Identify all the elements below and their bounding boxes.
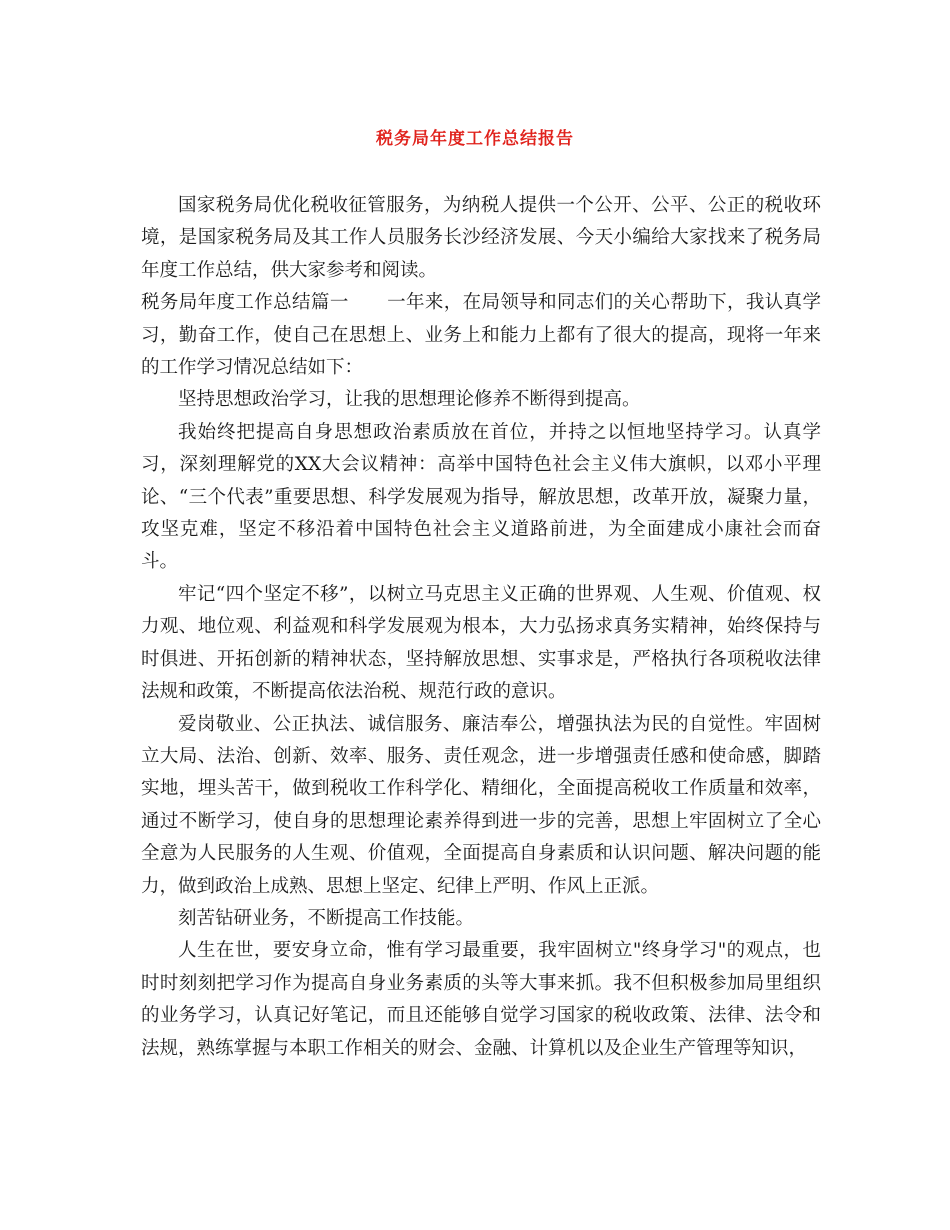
body-paragraph: 刻苦钻研业务，不断提高工作技能。 (178, 907, 475, 929)
body-paragraph: 牢记“四个坚定不移”，以树立马克思主义正确的世界观、人生观、价值观、权力观、地位观、利益观和科学发展观为根本，大力弘扬求真务实精神，始终保持与时俱进、开拓创新的精神状态，坚持解放思想、实事求是，严格执行各项税收法律法规和政策，不断提高依法治税、规范行政的意识。 (141, 583, 821, 703)
section-one-paragraph (141, 287, 821, 384)
section-heading: 税务局年度工作总结篇一 (141, 292, 349, 314)
body-paragraph: 我始终把提高自身思想政治素质放在首位，并持之以恒地坚持学习。认真学习，深刻理解党的XX大会议精神：高举中国特色社会主义伟大旗帜，以邓小平理论、“三个代表”重要思想、科学发展观为指导，解放思想，改革开放，凝聚力量，攻坚克难，坚定不移沿着中国特色社会主义道路前进，为全面建成小康社会而奋斗。 (141, 421, 821, 573)
document-title: 税务局年度工作总结报告 (376, 129, 574, 149)
section-opening-text: 一年来，在局领导和同志们的关心帮助下，我认真学习，勤奋工作，使自己在思想上、业务上和能力上都有了很大的提高，现将一年来的工作学习情况总结如下： (141, 292, 821, 379)
intro-paragraph: 国家税务局优化税收征管服务，为纳税人提供一个公开、公平、公正的税收环境，是国家税务局及其工作人员服务长沙经济发展、今天小编给大家找来了税务局年度工作总结，供大家参考和阅读。 (141, 195, 821, 281)
body-paragraph: 人生在世，要安身立命，惟有学习最重要，我牢固树立"终身学习"的观点，也时时刻刻把学习作为提高自身业务素质的头等大事来抓。我不但积极参加局里组织的业务学习，认真记好笔记，而且还能够自觉学习国家的税收政策、法律、法令和法规，熟练掌握与本职工作相关的财会、金融、计算机以及企业生产管理等知识， (141, 940, 821, 1059)
body-paragraph: 爱岗敬业、公正执法、诚信服务、廉洁奉公，增强执法为民的自觉性。牢固树立大局、法治、创新、效率、服务、责任观念，进一步增强责任感和使命感，脚踏实地，埋头苦干，做到税收工作科学化、精细化，全面提高税收工作质量和效率，通过不断学习，使自身的思想理论素养得到进一步的完善，思想上牢固树立了全心全意为人民服务的人生观、价值观，全面提高自身素质和认识问题、解决问题的能力，做到政治上成熟、思想上坚定、纪律上严明、作风上正派。 (141, 713, 821, 897)
document-body (141, 190, 821, 1065)
body-paragraph: 坚持思想政治学习，让我的思想理论修养不断得到提高。 (178, 389, 641, 411)
